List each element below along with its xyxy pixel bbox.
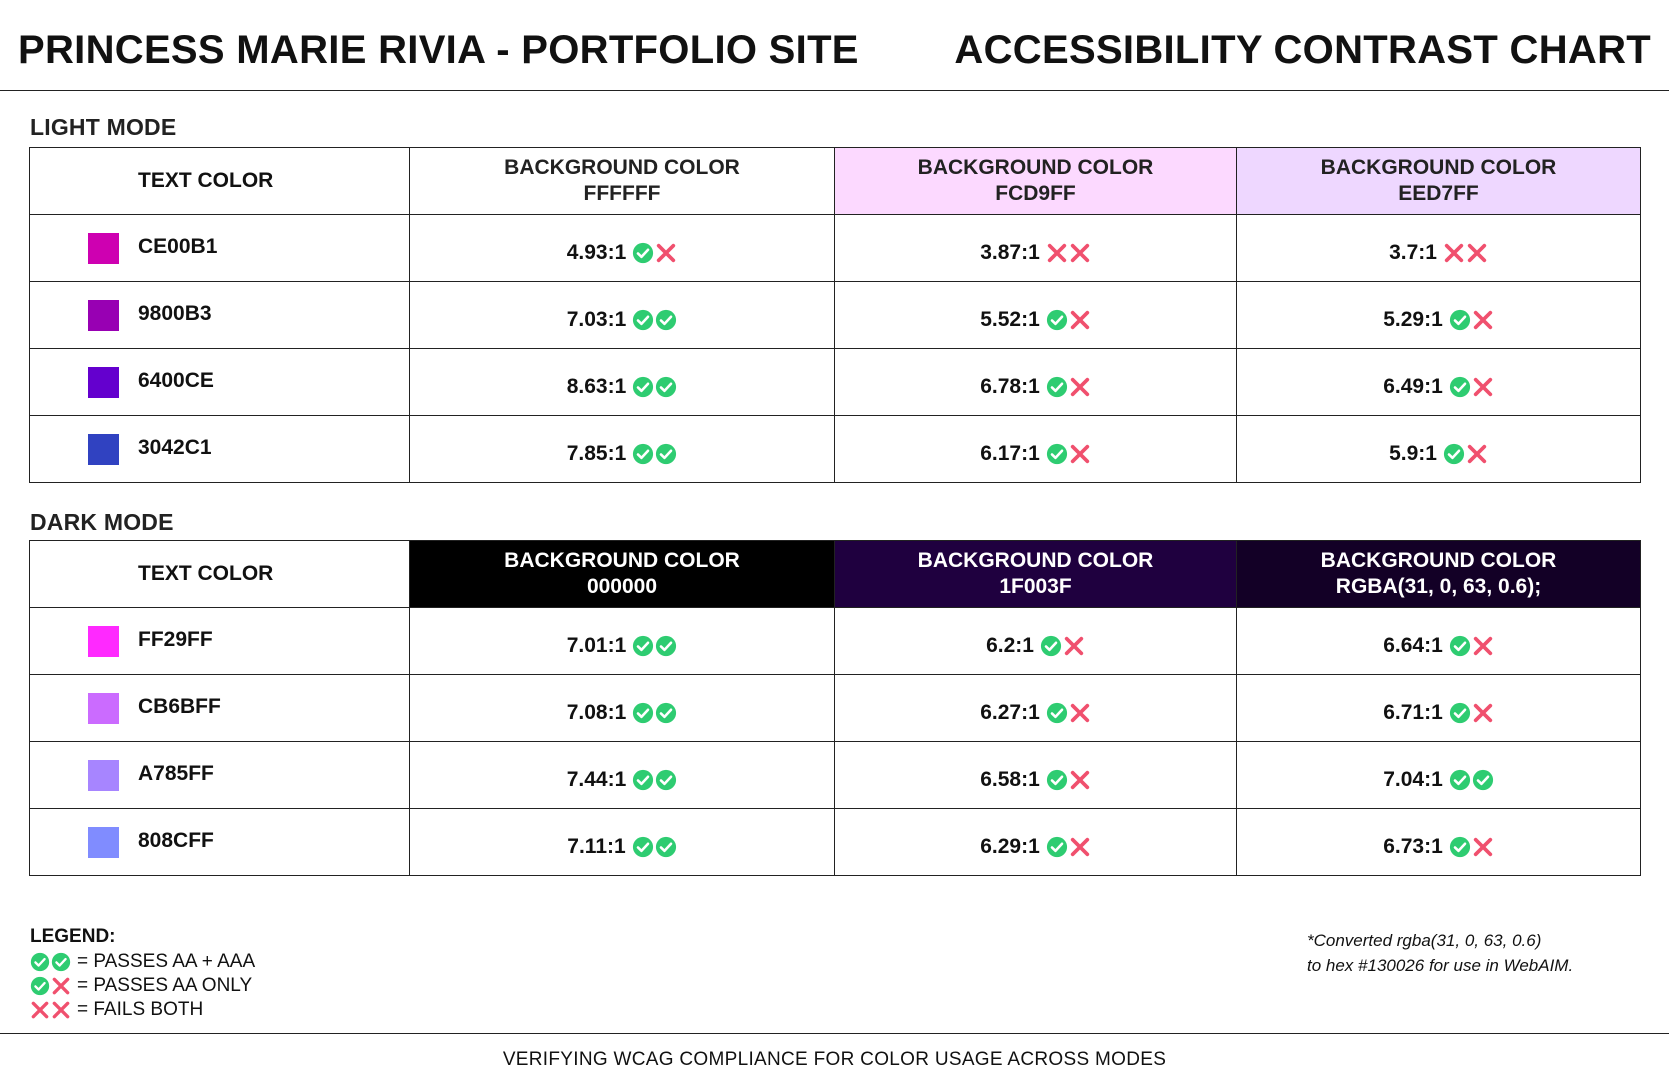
legend-item	[30, 974, 255, 998]
background-color-header	[410, 541, 835, 608]
contrast-cell	[1237, 675, 1641, 742]
contrast-ratio: 7.01:1	[566, 634, 627, 657]
contrast-cell	[410, 349, 835, 416]
contrast-ratio: 7.03:1	[566, 308, 627, 331]
result-icons	[632, 769, 677, 791]
contrast-ratio: 5.9:1	[1389, 442, 1437, 465]
check-circle-icon	[632, 635, 654, 657]
result-icons	[632, 242, 677, 264]
result-icons	[632, 702, 677, 724]
check-circle-icon	[1443, 443, 1465, 465]
note-line-1: *Converted rgba(31, 0, 63, 0.6)	[1307, 931, 1542, 950]
contrast-cell	[410, 809, 835, 876]
background-color-label: BACKGROUND COLOR	[504, 156, 740, 179]
check-circle-icon	[632, 242, 654, 264]
header-bar	[0, 0, 1669, 91]
contrast-ratio: 6.71:1	[1383, 701, 1443, 724]
table-row	[30, 809, 1641, 876]
contrast-ratio: 6.29:1	[980, 835, 1040, 858]
table-row	[30, 416, 1641, 483]
contrast-ratio: 6.73:1	[1383, 835, 1443, 858]
x-mark-icon	[1466, 242, 1488, 264]
text-color-header: TEXT COLOR	[30, 541, 410, 608]
check-circle-icon	[1040, 635, 1062, 657]
x-mark-icon	[1063, 635, 1085, 657]
check-circle-icon	[1046, 769, 1068, 791]
check-circle-icon	[1046, 376, 1068, 398]
legend-icons	[30, 976, 71, 996]
color-swatch	[88, 626, 119, 657]
contrast-ratio: 4.93:1	[566, 241, 627, 264]
result-icons	[1449, 376, 1494, 398]
result-icons	[1449, 702, 1494, 724]
contrast-cell	[1237, 282, 1641, 349]
contrast-cell	[410, 742, 835, 809]
result-icons	[1046, 836, 1091, 858]
text-color-cell	[30, 282, 410, 349]
text-color-header: TEXT COLOR	[30, 148, 410, 215]
contrast-ratio: 7.85:1	[566, 442, 627, 465]
table-row	[30, 675, 1641, 742]
check-circle-icon	[655, 376, 677, 398]
result-icons	[1046, 443, 1091, 465]
result-icons	[632, 376, 677, 398]
result-icons	[1443, 443, 1488, 465]
contrast-ratio: 3.7:1	[1389, 241, 1437, 264]
check-circle-icon	[51, 952, 71, 972]
result-icons	[1449, 769, 1494, 791]
result-icons	[1449, 635, 1494, 657]
text-color-cell	[30, 349, 410, 416]
conversion-note	[1307, 928, 1573, 978]
x-mark-icon	[1069, 836, 1091, 858]
text-color-hex: CB6BFF	[138, 695, 221, 718]
contrast-ratio: 5.29:1	[1383, 308, 1443, 331]
footer-caption: VERIFYING WCAG COMPLIANCE FOR COLOR USAGE ACROSS MODES	[502, 1049, 1167, 1070]
color-swatch	[88, 434, 119, 465]
text-color-cell	[30, 416, 410, 483]
check-circle-icon	[1449, 376, 1471, 398]
contrast-ratio: 7.11:1	[567, 835, 626, 858]
table-row	[30, 282, 1641, 349]
color-swatch	[88, 827, 119, 858]
check-circle-icon	[1472, 769, 1494, 791]
contrast-ratio: 6.78:1	[980, 375, 1040, 398]
result-icons	[632, 443, 677, 465]
check-circle-icon	[1046, 702, 1068, 724]
text-color-hex: 808CFF	[138, 829, 214, 852]
legend	[30, 926, 255, 1022]
note-line-2: to hex #130026 for use in WebAIM.	[1307, 956, 1574, 975]
contrast-cell	[1237, 416, 1641, 483]
check-circle-icon	[655, 309, 677, 331]
contrast-ratio: 7.44:1	[566, 768, 627, 791]
result-icons	[1443, 242, 1488, 264]
x-mark-icon	[1466, 443, 1488, 465]
text-color-hex: 9800B3	[138, 302, 212, 325]
contrast-cell	[835, 416, 1237, 483]
result-icons	[1046, 242, 1091, 264]
background-color-label: BACKGROUND COLOR	[1320, 156, 1557, 179]
check-circle-icon	[632, 702, 654, 724]
background-color-header	[1237, 148, 1641, 215]
x-mark-icon	[51, 976, 71, 996]
chart-title: ACCESSIBILITY CONTRAST CHART	[954, 28, 1651, 72]
check-circle-icon	[655, 769, 677, 791]
contrast-cell	[835, 349, 1237, 416]
check-circle-icon	[632, 443, 654, 465]
contrast-cell	[1237, 215, 1641, 282]
footer-divider	[0, 1033, 1669, 1034]
legend-icons	[30, 952, 71, 972]
x-mark-icon	[1472, 309, 1494, 331]
background-color-value: RGBA(31, 0, 63, 0.6);	[1335, 575, 1542, 598]
contrast-ratio: 7.04:1	[1383, 768, 1443, 791]
contrast-ratio: 6.49:1	[1383, 375, 1443, 398]
x-mark-icon	[1069, 242, 1091, 264]
x-mark-icon	[1472, 702, 1494, 724]
contrast-ratio: 8.63:1	[566, 375, 627, 398]
contrast-cell	[835, 742, 1237, 809]
contrast-ratio: 6.17:1	[980, 442, 1040, 465]
text-color-cell	[30, 809, 410, 876]
contrast-cell	[835, 675, 1237, 742]
background-color-label: BACKGROUND COLOR	[1320, 549, 1557, 572]
x-mark-icon	[1472, 836, 1494, 858]
text-color-hex: 3042C1	[138, 436, 212, 459]
check-circle-icon	[655, 443, 677, 465]
result-icons	[632, 309, 677, 331]
legend-icons	[30, 1000, 71, 1020]
light-mode-label: LIGHT MODE	[30, 114, 177, 140]
color-swatch	[88, 760, 119, 791]
check-circle-icon	[655, 702, 677, 724]
contrast-cell	[410, 675, 835, 742]
x-mark-icon	[51, 1000, 71, 1020]
contrast-cell	[835, 809, 1237, 876]
table-row	[30, 742, 1641, 809]
text-color-hex: FF29FF	[138, 628, 213, 651]
result-icons	[1449, 836, 1494, 858]
check-circle-icon	[1449, 836, 1471, 858]
background-color-header	[410, 148, 835, 215]
contrast-ratio: 6.2:1	[986, 634, 1034, 657]
check-circle-icon	[30, 952, 50, 972]
check-circle-icon	[1046, 443, 1068, 465]
check-circle-icon	[1449, 635, 1471, 657]
legend-text: = PASSES AA + AAA	[77, 951, 256, 972]
color-swatch	[88, 300, 119, 331]
result-icons	[632, 635, 677, 657]
x-mark-icon	[655, 242, 677, 264]
contrast-cell	[410, 416, 835, 483]
table-row	[30, 215, 1641, 282]
contrast-cell	[410, 282, 835, 349]
text-color-hex: 6400CE	[138, 369, 214, 392]
check-circle-icon	[1046, 836, 1068, 858]
contrast-cell	[1237, 809, 1641, 876]
background-color-value: FFFFFF	[583, 182, 661, 205]
check-circle-icon	[632, 309, 654, 331]
result-icons	[1046, 376, 1091, 398]
background-color-label: BACKGROUND COLOR	[917, 156, 1154, 179]
x-mark-icon	[1069, 769, 1091, 791]
table-row	[30, 349, 1641, 416]
contrast-ratio: 7.08:1	[566, 701, 627, 724]
result-icons	[1046, 769, 1091, 791]
contrast-cell	[835, 608, 1237, 675]
contrast-cell	[1237, 742, 1641, 809]
check-circle-icon	[632, 836, 654, 858]
light-mode-table	[29, 147, 1641, 483]
legend-text: = PASSES AA ONLY	[77, 975, 253, 996]
contrast-ratio: 6.27:1	[980, 701, 1040, 724]
x-mark-icon	[1069, 702, 1091, 724]
legend-title: LEGEND:	[30, 926, 116, 947]
color-swatch	[88, 233, 119, 264]
x-mark-icon	[1472, 635, 1494, 657]
background-color-label: BACKGROUND COLOR	[504, 549, 740, 572]
contrast-ratio: 3.87:1	[980, 241, 1040, 264]
page-title: PRINCESS MARIE RIVIA - PORTFOLIO SITE	[18, 28, 859, 72]
check-circle-icon	[632, 376, 654, 398]
check-circle-icon	[1449, 769, 1471, 791]
check-circle-icon	[30, 976, 50, 996]
text-color-cell	[30, 675, 410, 742]
x-mark-icon	[1069, 443, 1091, 465]
result-icons	[1040, 635, 1085, 657]
table-row	[30, 608, 1641, 675]
contrast-cell	[410, 215, 835, 282]
check-circle-icon	[655, 635, 677, 657]
background-color-value: 1F003F	[999, 575, 1072, 598]
contrast-ratio: 6.64:1	[1383, 634, 1443, 657]
check-circle-icon	[655, 836, 677, 858]
text-color-cell	[30, 608, 410, 675]
result-icons	[1046, 309, 1091, 331]
background-color-header	[1237, 541, 1641, 608]
x-mark-icon	[1069, 309, 1091, 331]
dark-mode-table	[29, 540, 1641, 876]
x-mark-icon	[1069, 376, 1091, 398]
x-mark-icon	[1443, 242, 1465, 264]
background-color-header	[835, 148, 1237, 215]
legend-item	[30, 950, 255, 974]
check-circle-icon	[1046, 309, 1068, 331]
contrast-ratio: 5.52:1	[980, 308, 1040, 331]
color-swatch	[88, 367, 119, 398]
result-icons	[632, 836, 677, 858]
background-color-value: 000000	[586, 575, 658, 598]
check-circle-icon	[1449, 309, 1471, 331]
legend-text: = FAILS BOTH	[77, 999, 204, 1020]
text-color-hex: A785FF	[138, 762, 214, 785]
x-mark-icon	[1046, 242, 1068, 264]
contrast-cell	[410, 608, 835, 675]
x-mark-icon	[1472, 376, 1494, 398]
dark-mode-label: DARK MODE	[30, 509, 174, 535]
contrast-ratio: 6.58:1	[980, 768, 1040, 791]
result-icons	[1046, 702, 1091, 724]
contrast-cell	[1237, 349, 1641, 416]
legend-item	[30, 998, 255, 1022]
text-color-cell	[30, 742, 410, 809]
background-color-header	[835, 541, 1237, 608]
x-mark-icon	[30, 1000, 50, 1020]
text-color-cell	[30, 215, 410, 282]
check-circle-icon	[632, 769, 654, 791]
background-color-value: EED7FF	[1398, 182, 1479, 205]
background-color-value: FCD9FF	[995, 182, 1076, 205]
text-color-hex: CE00B1	[138, 235, 218, 258]
check-circle-icon	[1449, 702, 1471, 724]
contrast-cell	[1237, 608, 1641, 675]
contrast-cell	[835, 282, 1237, 349]
color-swatch	[88, 693, 119, 724]
contrast-cell	[835, 215, 1237, 282]
result-icons	[1449, 309, 1494, 331]
background-color-label: BACKGROUND COLOR	[917, 549, 1154, 572]
